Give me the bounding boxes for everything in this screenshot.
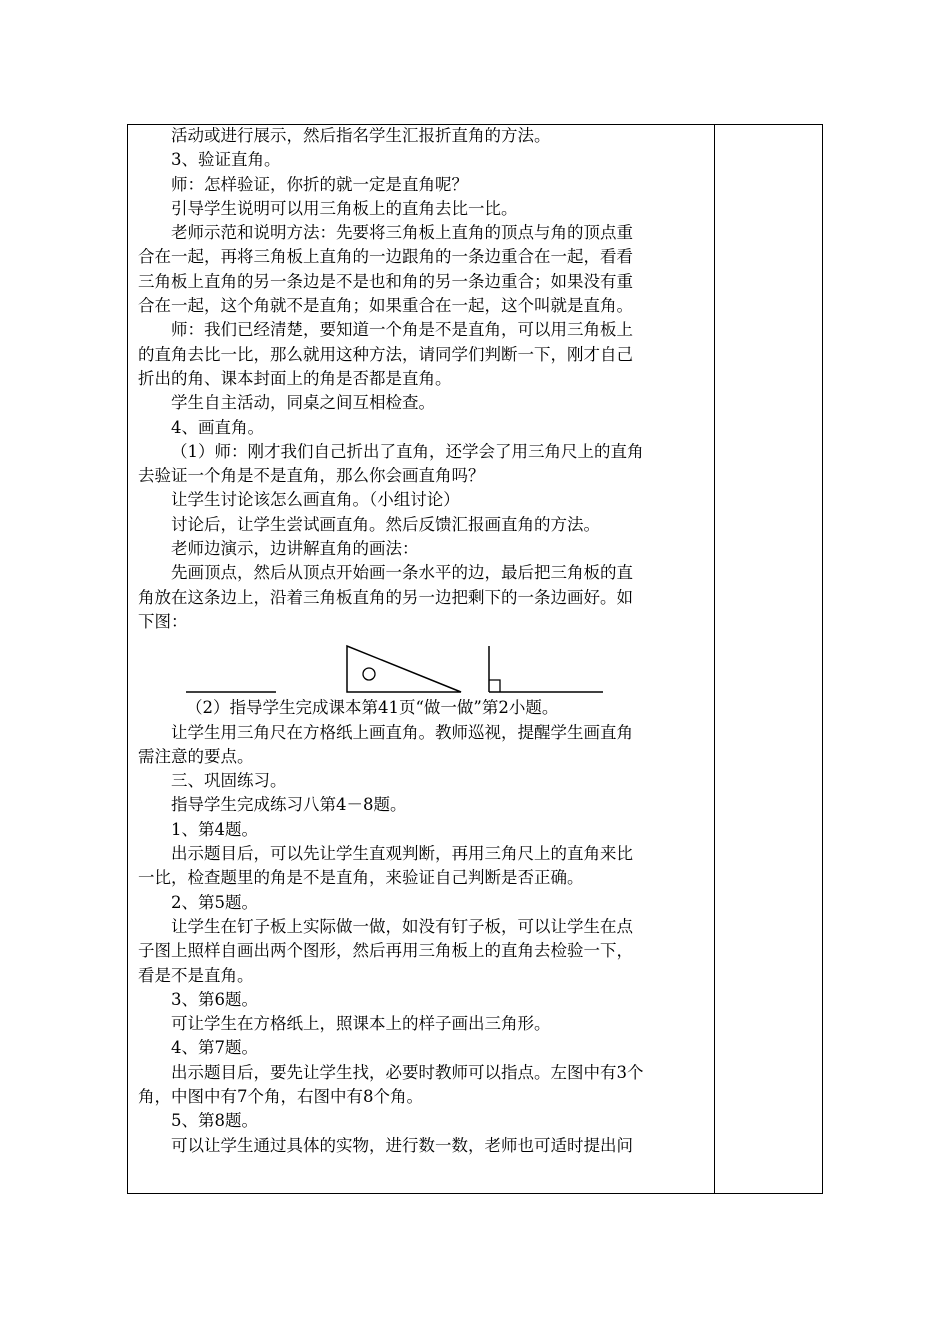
paragraph-line: 出示题目后，可以先让学生直观判断，再用三角尺上的直角来比 <box>171 844 633 864</box>
paragraph-line: 三、巩固练习。 <box>171 771 287 791</box>
paragraph-line: 子图上照样自画出两个图形，然后再用三角板上的直角去检验一下， <box>138 941 633 961</box>
paragraph-line: 5、第8题。 <box>171 1111 258 1131</box>
paragraph-line: 的直角去比一比，那么就用这种方法，请同学们判断一下，刚才自己 <box>138 344 633 364</box>
paragraph-line: 4、第7题。 <box>171 1038 258 1058</box>
paragraph-line: 出示题目后，要先让学生找，必要时教师可以指点。左图中有3个 <box>171 1062 644 1082</box>
paragraph-line: 让学生用三角尺在方格纸上画直角。教师巡视，提醒学生画直角 <box>171 722 633 742</box>
set-square-hole <box>363 668 375 680</box>
set-square-triangle <box>347 646 461 692</box>
paragraph-line: 折出的角、课本封面上的角是否都是直角。 <box>138 368 452 388</box>
paragraph-line: 师：怎样验证，你折的就一定是直角呢？ <box>171 174 468 194</box>
right-angle-drawing-figure <box>138 634 708 706</box>
paragraph-line: 师：我们已经清楚，要知道一个角是不是直角，可以用三角板上 <box>171 320 633 340</box>
paragraph-line: 让学生讨论该怎么画直角。（小组讨论） <box>171 490 460 510</box>
paragraph-line: 去验证一个角是不是直角，那么你会画直角吗？ <box>138 466 485 486</box>
paragraph-line: 合在一起，再将三角板上直角的一边跟角的一条边重合在一起，看看 <box>138 247 633 267</box>
paragraph-line: 1、第4题。 <box>171 819 258 839</box>
table-column-divider <box>714 124 715 1194</box>
paragraph-line: 讨论后，让学生尝试画直角。然后反馈汇报画直角的方法。 <box>171 514 600 534</box>
paragraph-line: （2）指导学生完成课本第41页“做一做”第2小题。 <box>186 698 559 718</box>
paragraph-line: （1）师：刚才我们自己折出了直角，还学会了用三角尺上的直角 <box>171 441 644 461</box>
paragraph-line: 角，中图中有7个角，右图中有8个角。 <box>138 1086 423 1106</box>
paragraph-line: 指导学生完成练习八第4－8题。 <box>171 795 407 815</box>
paragraph-line: 老师边演示，边讲解直角的画法： <box>171 539 419 559</box>
paragraph-line: 老师示范和说明方法：先要将三角板上直角的顶点与角的顶点重 <box>171 223 633 243</box>
paragraph-line: 角放在这条边上，沿着三角板直角的另一边把剩下的一条边画好。如 <box>138 587 633 607</box>
paragraph-line: 可以让学生通过具体的实物，进行数一数，老师也可适时提出问 <box>171 1135 633 1155</box>
lesson-content <box>138 124 708 1158</box>
paragraph-line: 学生自主活动，同桌之间互相检查。 <box>171 393 435 413</box>
paragraph-line: 3、验证直角。 <box>171 150 281 170</box>
paragraph-line: 让学生在钉子板上实际做一做，如没有钉子板，可以让学生在点 <box>171 916 633 936</box>
right-angle-mark <box>489 680 500 692</box>
paragraph-line: 看是不是直角。 <box>138 965 254 985</box>
paragraph-line: 一比，检查题里的角是不是直角，来验证自己判断是否正确。 <box>138 868 584 888</box>
paragraph-line: 引导学生说明可以用三角板上的直角去比一比。 <box>171 198 518 218</box>
paragraph-line: 3、第6题。 <box>171 989 258 1009</box>
paragraph-line: 2、第5题。 <box>171 892 258 912</box>
paragraph-line: 下图： <box>138 611 188 631</box>
right-angle-steps-svg <box>138 634 708 706</box>
paragraph-line: 可让学生在方格纸上，照课本上的样子画出三角形。 <box>171 1014 551 1034</box>
paragraph-line: 需注意的要点。 <box>138 746 254 766</box>
paragraph-line: 三角板上直角的另一条边是不是也和角的另一条边重合；如果没有重 <box>138 271 633 291</box>
paragraph-line: 4、画直角。 <box>171 417 264 437</box>
paragraph-line: 合在一起，这个角就不是直角；如果重合在一起，这个叫就是直角。 <box>138 296 633 316</box>
paragraph-line: 先画顶点，然后从顶点开始画一条水平的边，最后把三角板的直 <box>171 563 633 583</box>
paragraph-line: 活动或进行展示，然后指名学生汇报折直角的方法。 <box>171 126 551 145</box>
